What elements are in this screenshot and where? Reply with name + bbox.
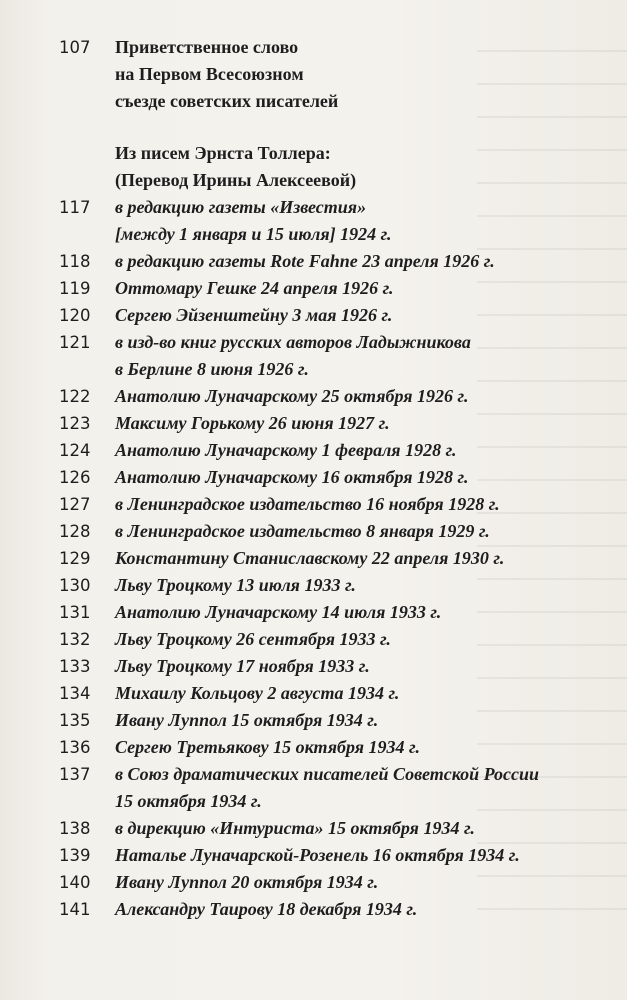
- page-number: 132: [59, 630, 91, 649]
- entry-title: [115, 194, 619, 248]
- entry-line: в Берлине 8 июня 1926 г.: [115, 359, 309, 379]
- entry-title: [115, 410, 619, 437]
- page-number: 119: [59, 279, 91, 298]
- page-number: 131: [59, 603, 91, 622]
- toc-entry: [59, 383, 619, 410]
- entry-title: [115, 275, 619, 302]
- toc-entry: [59, 734, 619, 761]
- entry-title: [115, 464, 619, 491]
- page-number: 130: [59, 576, 91, 595]
- entry-line: 15 октября 1934 г.: [115, 791, 262, 811]
- page-number: 124: [59, 441, 91, 460]
- toc-entry: [59, 707, 619, 734]
- entry-title: [115, 896, 619, 923]
- entry-line: Михаилу Кольцову 2 августа 1934 г.: [115, 683, 400, 703]
- toc-entry: [59, 302, 619, 329]
- entry-line: Льву Троцкому 17 ноября 1933 г.: [115, 656, 370, 676]
- entry-title: [115, 545, 619, 572]
- toc-entry: [59, 896, 619, 923]
- page-number: 120: [59, 306, 91, 325]
- toc-entry: [59, 491, 619, 518]
- page-number: 127: [59, 495, 91, 514]
- toc-entry: [59, 464, 619, 491]
- entry-line: в редакцию газеты Rote Fahne 23 апреля 1926 г.: [115, 251, 495, 271]
- toc-entry: [59, 518, 619, 545]
- entry-line: в Ленинградское издательство 16 ноября 1928 г.: [115, 494, 500, 514]
- toc-entry: [59, 842, 619, 869]
- toc-entry: [59, 329, 619, 383]
- toc-entry: [59, 653, 619, 680]
- page-number: 107: [59, 38, 91, 57]
- section-line: (Перевод Ирины Алексеевой): [115, 170, 357, 190]
- entry-title: [115, 572, 619, 599]
- entry-line: Ивану Луппол 20 октября 1934 г.: [115, 872, 379, 892]
- page-number: 134: [59, 684, 91, 703]
- entry-title: [115, 302, 619, 329]
- entry-title: [115, 34, 619, 115]
- entry-title: [115, 383, 619, 410]
- page-number: 128: [59, 522, 91, 541]
- entry-title: [115, 734, 619, 761]
- page-number: 137: [59, 765, 91, 784]
- table-of-contents: [59, 34, 619, 923]
- page-number: 141: [59, 900, 91, 919]
- letters-list: [59, 194, 619, 923]
- entry-line: Льву Троцкому 26 сентября 1933 г.: [115, 629, 391, 649]
- entry-line: в дирекцию «Интуриста» 15 октября 1934 г.: [115, 818, 475, 838]
- entry-line: Анатолию Луначарскому 16 октября 1928 г.: [115, 467, 469, 487]
- toc-entry: [59, 194, 619, 248]
- entry-title: [115, 680, 619, 707]
- page-number: 118: [59, 252, 91, 271]
- entry-title: [115, 707, 619, 734]
- page-number: 126: [59, 468, 91, 487]
- page-number: 117: [59, 198, 91, 217]
- entry-title: [115, 248, 619, 275]
- entry-line: [между 1 января и 15 июля] 1924 г.: [115, 224, 392, 244]
- toc-entry: [59, 437, 619, 464]
- entry-line: Сергею Эйзенштейну 3 мая 1926 г.: [115, 305, 393, 325]
- section-line: Из писем Эрнста Толлера:: [115, 143, 331, 163]
- entry-line: Максиму Горькому 26 июня 1927 г.: [115, 413, 390, 433]
- entry-title: [115, 869, 619, 896]
- entry-line: в изд-во книг русских авторов Ладыжникова: [115, 332, 471, 352]
- entry-title: [115, 842, 619, 869]
- toc-entry: [59, 680, 619, 707]
- entry-title: [115, 815, 619, 842]
- entry-line: Анатолию Луначарскому 1 февраля 1928 г.: [115, 440, 457, 460]
- page-number: 121: [59, 333, 91, 352]
- page-number: 138: [59, 819, 91, 838]
- toc-entry: [59, 275, 619, 302]
- entry-line: Оттомару Гешке 24 апреля 1926 г.: [115, 278, 394, 298]
- entry-line: съезде советских писателей: [115, 91, 339, 111]
- entry-title: [115, 761, 619, 815]
- entry-line: Александру Таирову 18 декабря 1934 г.: [115, 899, 418, 919]
- section-spacer: [59, 115, 619, 140]
- entry-line: Анатолию Луначарскому 25 октября 1926 г.: [115, 386, 469, 406]
- entry-title: [115, 599, 619, 626]
- entry-line: Сергею Третьякову 15 октября 1934 г.: [115, 737, 420, 757]
- toc-entry: [59, 626, 619, 653]
- toc-entry: [59, 869, 619, 896]
- page-number: 140: [59, 873, 91, 892]
- toc-entry: [59, 599, 619, 626]
- section-title: [115, 140, 619, 194]
- entry-title: [115, 329, 619, 383]
- toc-entry: [59, 248, 619, 275]
- entry-title: [115, 653, 619, 680]
- toc-entry: [59, 545, 619, 572]
- page-number: 135: [59, 711, 91, 730]
- entry-title: [115, 626, 619, 653]
- toc-entry-intro: [59, 34, 619, 115]
- entry-line: Наталье Луначарской-Розенель 16 октября 1934 г.: [115, 845, 520, 865]
- page-number: 123: [59, 414, 91, 433]
- entry-line: Анатолию Луначарскому 14 июля 1933 г.: [115, 602, 442, 622]
- toc-entry: [59, 572, 619, 599]
- page-number: 136: [59, 738, 91, 757]
- entry-line: в Союз драматических писателей Советской России: [115, 764, 540, 784]
- page-number: 129: [59, 549, 91, 568]
- toc-entry: [59, 815, 619, 842]
- entry-title: [115, 491, 619, 518]
- toc-entry: [59, 410, 619, 437]
- entry-title: [115, 518, 619, 545]
- entry-line: в Ленинградское издательство 8 января 1929 г.: [115, 521, 490, 541]
- entry-line: Ивану Луппол 15 октября 1934 г.: [115, 710, 379, 730]
- entry-line: на Первом Всесоюзном: [115, 64, 304, 84]
- page-number: 133: [59, 657, 91, 676]
- page-number: 122: [59, 387, 91, 406]
- page-number: 139: [59, 846, 91, 865]
- entry-title: [115, 437, 619, 464]
- entry-line: Льву Троцкому 13 июля 1933 г.: [115, 575, 356, 595]
- toc-entry: [59, 761, 619, 815]
- section-heading: [59, 140, 619, 194]
- entry-line: в редакцию газеты «Известия»: [115, 197, 367, 217]
- entry-line: Приветственное слово: [115, 37, 299, 57]
- entry-line: Константину Станиславскому 22 апреля 1930 г.: [115, 548, 505, 568]
